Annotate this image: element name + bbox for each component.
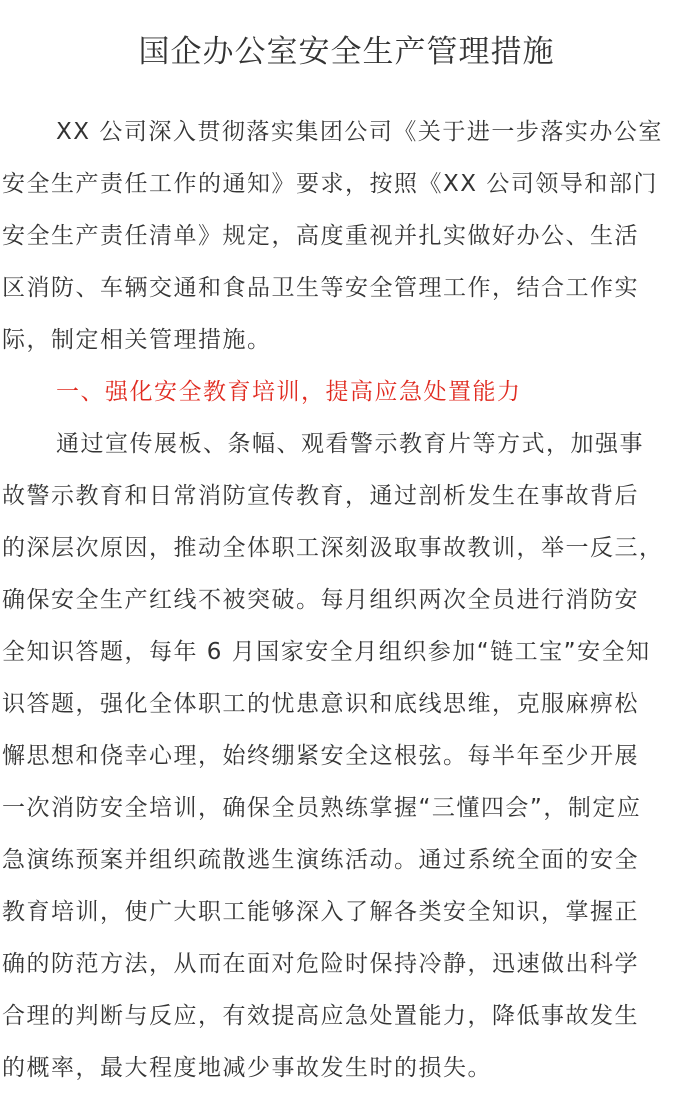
paragraph-body-line: 教育培训，使广大职工能够深入了解各类安全知识，掌握正	[2, 899, 639, 925]
paragraph-body-line: 一次消防安全培训，确保全员熟练掌握“三懂四会”，制定应	[2, 795, 642, 821]
section-heading: 一、强化安全教育培训，提高应急处置能力	[56, 379, 522, 405]
paragraph-body-line: 合理的判断与反应，有效提高应急处置能力，降低事故发生	[2, 1003, 639, 1029]
paragraph-intro-line: 安全生产责任工作的通知》要求，按照《XX 公司领导和部门	[2, 171, 658, 197]
document-title: 国企办公室安全生产管理措施	[138, 34, 555, 70]
paragraph-intro-line: XX 公司深入贯彻落实集团公司《关于进一步落实办公室	[56, 119, 663, 145]
paragraph-body-line: 故警示教育和日常消防宣传教育，通过剖析发生在事故背后	[2, 483, 639, 509]
paragraph-intro-line: 安全生产责任清单》规定，高度重视并扎实做好办公、生活	[2, 223, 639, 249]
paragraph-body-line: 懈思想和侥幸心理，始终绷紧安全这根弦。每半年至少开展	[2, 743, 639, 769]
paragraph-body-line: 确的防范方法，从而在面对危险时保持冷静，迅速做出科学	[2, 951, 639, 977]
paragraph-intro-line: 际，制定相关管理措施。	[2, 327, 272, 353]
paragraph-body-line: 的概率，最大程度地减少事故发生时的损失。	[2, 1055, 492, 1081]
paragraph-intro-line: 区消防、车辆交通和食品卫生等安全管理工作，结合工作实	[2, 275, 639, 301]
paragraph-body-line: 全知识答题，每年 6 月国家安全月组织参加“链工宝”安全知	[2, 639, 651, 665]
paragraph-body-line: 识答题，强化全体职工的忧患意识和底线思维，克服麻痹松	[2, 691, 639, 717]
paragraph-body-line: 的深层次原因，推动全体职工深刻汲取事故教训，举一反三，	[2, 535, 664, 561]
document-body	[2, 106, 692, 1094]
paragraph-body-line: 通过宣传展板、条幅、观看警示教育片等方式，加强事	[56, 431, 644, 457]
paragraph-body-line: 急演练预案并组织疏散逃生演练活动。通过系统全面的安全	[2, 847, 639, 873]
paragraph-body-line: 确保安全生产红线不被突破。每月组织两次全员进行消防安	[2, 587, 639, 613]
